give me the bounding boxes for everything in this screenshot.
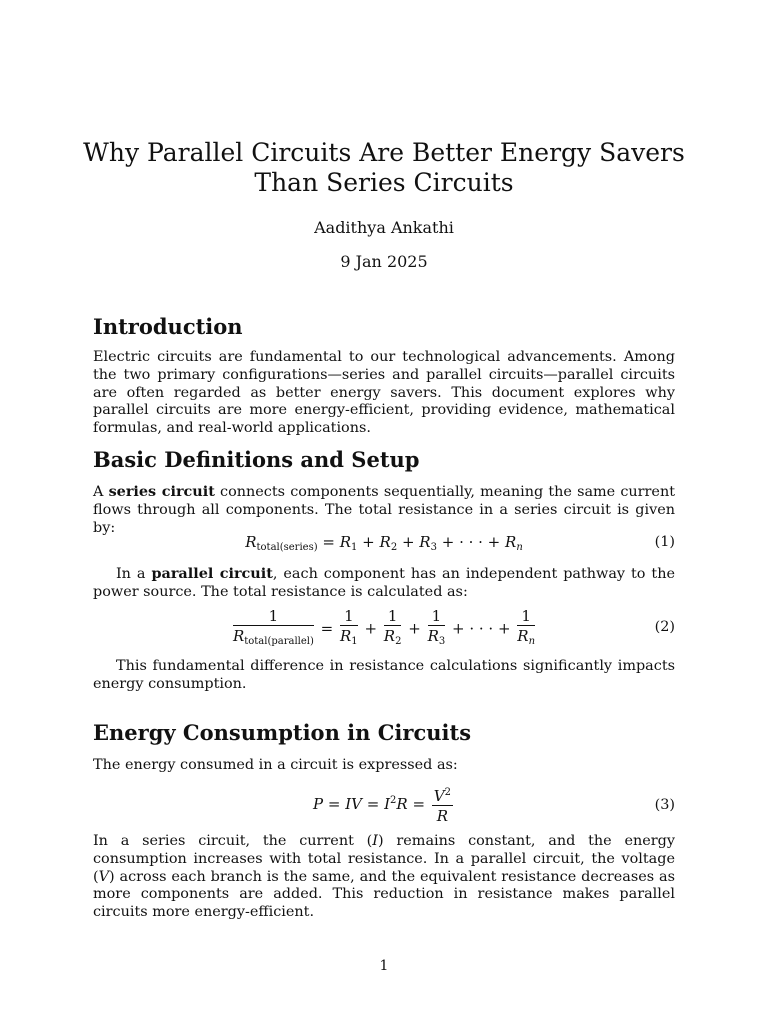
text-span: ) across each branch is the same, and the equivalent resistance decreases as more components are added. This reduction in resistance makes parallel circuits more energy-efficient. [93, 868, 675, 921]
series-circuit-term: series circuit [108, 483, 215, 500]
paper-title: Why Parallel Circuits Are Better Energy Savers Than Series Circuits [83, 138, 685, 197]
current-symbol: I [372, 833, 378, 849]
text-span: connects components sequentially, meaning the same current flows through all components. The total resistance in a series circuit is given by: [93, 484, 676, 536]
text-span: In a series circuit, the current ( [93, 833, 373, 849]
text-span: A [93, 484, 109, 500]
intro-paragraph: Electric circuits are fundamental to our technological advancements. Among the two primary configurations—series and parallel circuits—parallel circuits are often regarded as better energy savers. This document explores why parallel circuits are more energy-efficient, providing evidence, mathematical formulas, and real-world applications. [93, 349, 675, 437]
equation-3 [93, 784, 675, 828]
equation-2-number: (2) [654, 619, 675, 635]
equation-2 [93, 607, 675, 651]
energy-intro-paragraph: The energy consumed in a circuit is expressed as: [93, 757, 458, 773]
parallel-circuit-term: parallel circuit [151, 565, 273, 582]
text-span: , each component has an independent pathway to the power source. The total resistance is calculated as: [93, 566, 676, 600]
text-span: ) remains constant, and the energy consumption increases with total resistance. In a parallel circuit, the voltage ( [93, 833, 675, 885]
parallel-definition-paragraph [93, 565, 675, 602]
equation-1-number: (1) [654, 534, 675, 550]
paper-date: 9 Jan 2025 [340, 252, 428, 271]
equation-1-formula: $R_{total(series)} = R_1 + R_2 + R_3$ + · · · + $R_n$ [245, 533, 523, 553]
section-heading-basic-definitions: Basic Definitions and Setup [93, 447, 420, 472]
voltage-symbol: V [98, 868, 110, 885]
difference-paragraph: This fundamental difference in resistance calculations significantly impacts energy consumption. [93, 658, 675, 692]
section-heading-introduction: Introduction [93, 314, 243, 339]
equation-3-formula: P = IV = $I^2R$ = $\frac{V^2}{R}$ [93, 784, 675, 826]
series-definition-paragraph [93, 483, 675, 537]
author-name: Aadithya Ankathi [314, 218, 454, 237]
equation-2-formula: $\frac{1}{R_{total(parallel)}}$ = $\frac{1}{R_1}$ + $\frac{1}{R_2}$ + $\frac{1}{R_3}$ + · · · + $\frac{1}{R_n}$ [232, 607, 536, 647]
energy-explanation-paragraph [93, 833, 675, 922]
equation-3-number: (3) [654, 797, 675, 813]
section-heading-energy-consumption: Energy Consumption in Circuits [93, 720, 472, 745]
text-span: In a [116, 566, 152, 582]
page-number: 1 [379, 958, 389, 974]
